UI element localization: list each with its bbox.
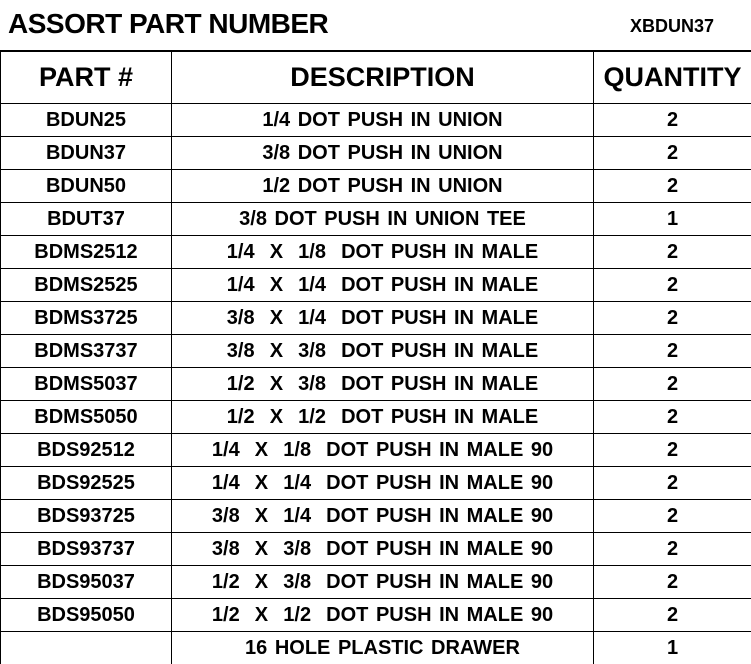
quantity-header: QUANTITY [594,51,751,104]
quantity-cell: 2 [594,236,751,269]
header-row [1,51,751,104]
part-number-cell: BDUN37 [1,137,172,170]
quantity-cell: 2 [594,137,751,170]
description-cell: 1/2 X 3/8 DOT PUSH IN MALE [172,368,594,401]
part-number-cell: BDS95050 [1,599,172,632]
description-cell: 1/4 X 1/8 DOT PUSH IN MALE 90 [172,434,594,467]
table-row [1,269,751,302]
table-row [1,335,751,368]
quantity-cell: 2 [594,467,751,500]
part-number-cell: BDMS5050 [1,401,172,434]
description-cell: 1/2 X 1/2 DOT PUSH IN MALE [172,401,594,434]
table-row [1,434,751,467]
quantity-cell: 2 [594,533,751,566]
quantity-cell: 2 [594,104,751,137]
description-cell: 1/2 X 1/2 DOT PUSH IN MALE 90 [172,599,594,632]
quantity-cell: 2 [594,500,751,533]
table-row [1,566,751,599]
description-cell: 1/4 X 1/4 DOT PUSH IN MALE [172,269,594,302]
part-number-cell: BDMS3737 [1,335,172,368]
quantity-cell: 2 [594,599,751,632]
table-row [1,368,751,401]
parts-table [0,50,751,664]
quantity-cell: 2 [594,302,751,335]
part-number-cell: BDUT37 [1,203,172,236]
description-cell: 1/4 DOT PUSH IN UNION [172,104,594,137]
description-cell: 3/8 DOT PUSH IN UNION TEE [172,203,594,236]
table-row [1,203,751,236]
table-row [1,170,751,203]
quantity-cell: 2 [594,566,751,599]
quantity-cell: 2 [594,368,751,401]
table-row [1,401,751,434]
description-cell: 3/8 X 1/4 DOT PUSH IN MALE 90 [172,500,594,533]
description-cell: 1/2 X 3/8 DOT PUSH IN MALE 90 [172,566,594,599]
part-number-cell: BDUN25 [1,104,172,137]
part-number-cell: BDS93725 [1,500,172,533]
part-number-cell: BDS93737 [1,533,172,566]
quantity-cell: 2 [594,170,751,203]
quantity-cell: 2 [594,401,751,434]
description-cell: 3/8 X 3/8 DOT PUSH IN MALE 90 [172,533,594,566]
quantity-cell: 2 [594,335,751,368]
part-number-cell: BDMS2512 [1,236,172,269]
table-row [1,302,751,335]
description-cell: 16 HOLE PLASTIC DRAWER [172,632,594,664]
table-row [1,104,751,137]
table-row [1,632,751,664]
part-number-cell: BDS95037 [1,566,172,599]
sheet-title: ASSORT PART NUMBER [8,8,328,40]
description-cell: 1/4 X 1/8 DOT PUSH IN MALE [172,236,594,269]
part-number-cell: BDMS5037 [1,368,172,401]
assortment-code: XBDUN37 [593,16,751,37]
table-row [1,599,751,632]
table-row [1,236,751,269]
part-number-header: PART # [1,51,172,104]
description-cell: 1/2 DOT PUSH IN UNION [172,170,594,203]
quantity-cell: 1 [594,203,751,236]
table-row [1,533,751,566]
title-row [0,0,751,50]
quantity-cell: 1 [594,632,751,664]
part-number-cell: BDS92512 [1,434,172,467]
description-cell: 3/8 X 3/8 DOT PUSH IN MALE [172,335,594,368]
table-row [1,500,751,533]
part-number-cell: BDMS3725 [1,302,172,335]
description-cell: 3/8 DOT PUSH IN UNION [172,137,594,170]
parts-table-body [1,104,751,664]
description-cell: 3/8 X 1/4 DOT PUSH IN MALE [172,302,594,335]
quantity-cell: 2 [594,434,751,467]
table-row [1,137,751,170]
part-number-cell: BDMS2525 [1,269,172,302]
quantity-cell: 2 [594,269,751,302]
part-number-cell [1,632,172,664]
table-row [1,467,751,500]
part-number-cell: BDUN50 [1,170,172,203]
description-header: DESCRIPTION [172,51,594,104]
part-number-cell: BDS92525 [1,467,172,500]
description-cell: 1/4 X 1/4 DOT PUSH IN MALE 90 [172,467,594,500]
